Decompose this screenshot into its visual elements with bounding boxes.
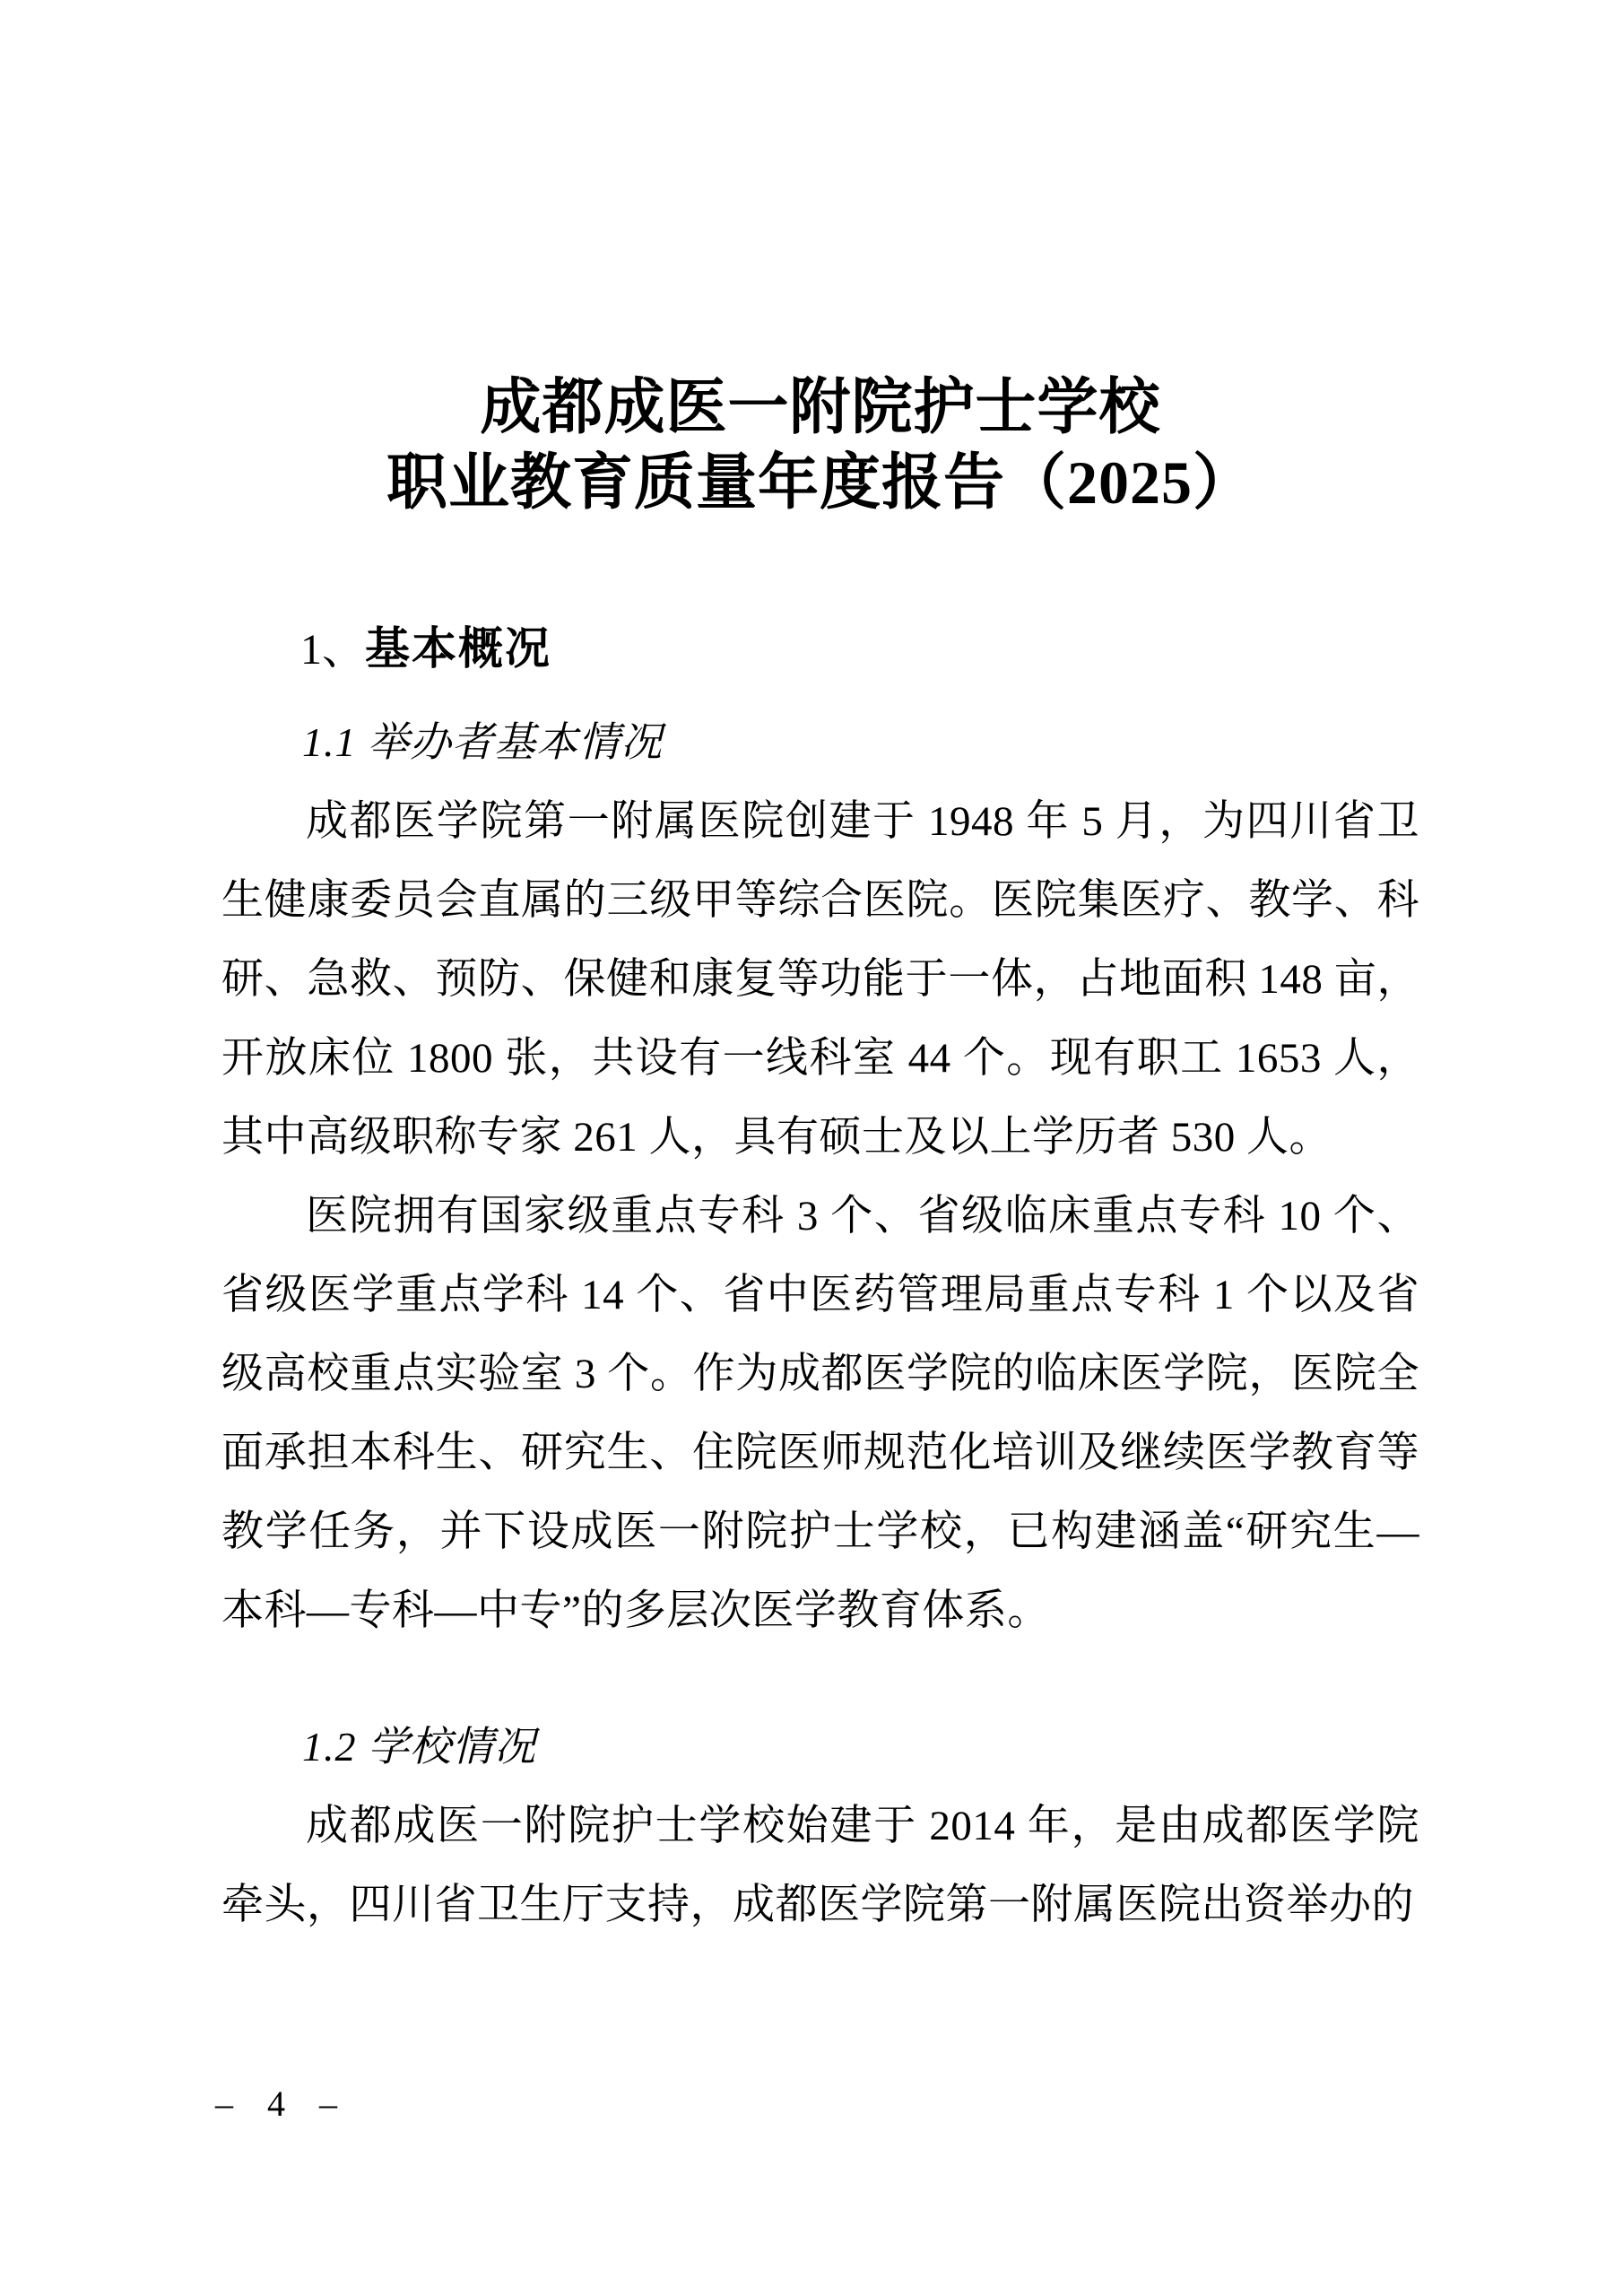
- section-heading-1: [221, 622, 1498, 676]
- paragraph-school-overview: 成都成医一附院护士学校始建于 2014 年，是由成都医学院牵头，四川省卫生厅支持，成都医学院第一附属医院出资举办的: [221, 1803, 1419, 1928]
- section-number: 1、: [300, 626, 366, 674]
- document-title: [221, 370, 1419, 520]
- subsection-heading-1-2: 1.2 学校情况: [302, 1724, 536, 1770]
- document-title-line2: 职业教育质量年度报告（2025）: [386, 448, 1254, 517]
- section-title: 基本概况: [365, 623, 552, 674]
- page-number: – 4 –: [215, 2083, 350, 2124]
- paragraph-hospital-specialties: 医院拥有国家级重点专科 3 个、省级临床重点专科 10 个、省级医学重点学科 14 个、省中医药管理局重点专科 1 个以及省级高校重点实验室 3 个。作为成都医学院的临床医学院，医院全面承担本科生、研究生、住院医师规范化培训及继续医学教育等教学任务，并下设成医一附院护士学校，已构建涵盖“研究生—本科—专科—中专”的多层次医学教育体系。: [221, 1193, 1419, 1634]
- subsection-heading-1-1: 1.1 举办者基本情况: [302, 719, 663, 765]
- document-body: [221, 703, 1419, 1944]
- paragraph-founder-overview: 成都医学院第一附属医院创建于 1948 年 5 月，为四川省卫生健康委员会直属的三级甲等综合医院。医院集医疗、教学、科研、急救、预防、保健和康复等功能于一体，占地面积 148 亩，开放床位 1800 张，共设有一线科室 44 个。现有职工 1653 人，其中高级职称专家 261 人，具有硕士及以上学历者 530 人。: [221, 798, 1419, 1161]
- document-title-line1: 成都成医一附院护士学校: [480, 373, 1161, 441]
